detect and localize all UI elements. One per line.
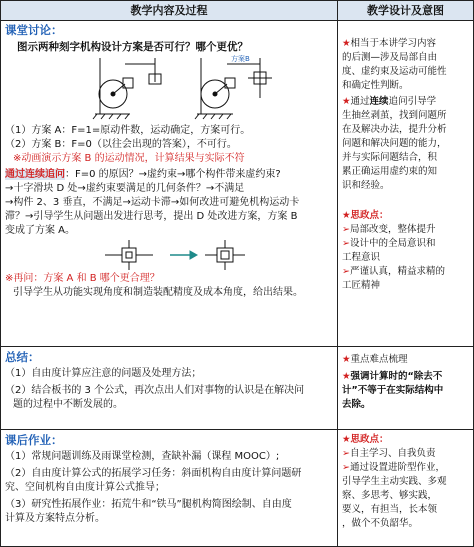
column-divider [337, 1, 338, 546]
intent-line-3: 度、虚约束及运动可能性 [342, 66, 447, 77]
slider-after-diagram [205, 240, 245, 270]
summary-line-1: （1）自由度计算应注意的问题及处理方法； [5, 368, 202, 379]
intent-line-4: 和确定性判断。 [342, 80, 409, 91]
intent-line-5: 通过连续追问引导学 [350, 96, 437, 107]
arrow-icon [170, 251, 197, 259]
summary-line-3: 题的过程中不断发展的。 [13, 399, 123, 410]
discussion-line-6: →构件 2、3 垂直，不满足→运动卡滞→如何改进可避免机构运动卡 [5, 197, 300, 208]
intent-line-9: 并与实际问题结合，积 [342, 152, 438, 163]
summary-title: 总结： [5, 350, 40, 364]
discussion-intent-cell [342, 37, 470, 342]
summary-cell [5, 350, 335, 428]
discussion-question: 图示两种刻字机构设计方案是否可行？哪个更优？ [17, 41, 248, 53]
homework-intent-2: 通过设置进阶型作业， [349, 462, 445, 473]
intent-line-11: 识和经验。 [342, 180, 390, 191]
mechanism-figure [5, 54, 335, 124]
slider-improvement-figure [5, 238, 335, 272]
ideology-item-1: 局部改变，整体提升 [349, 224, 436, 235]
intent-line-2: 的后测—涉及局部自由 [342, 52, 438, 63]
followup-label: 通过连续追问 [5, 169, 65, 180]
header-left: 教学内容及过程 [130, 4, 208, 17]
homework-intent-3: 引导学生主动实践、多观 [342, 476, 447, 487]
arrow-bullet-icon: ➢ [342, 238, 350, 249]
ideology-item-3: 工程意识 [342, 252, 381, 263]
arrow-bullet-icon: ➢ [342, 448, 350, 459]
scheme-b-line: （2）方案 B：F=0（以往会出现的答案），不可行。 [5, 139, 237, 150]
star-icon: ★ [342, 210, 351, 221]
ideology-item-4: 严谨认真，精益求精的 [349, 266, 445, 277]
homework-intent-4: 察、多思考、够实践， [342, 490, 438, 501]
homework-intent-1: 自主学习、自我负责 [349, 448, 436, 459]
homework-line-4: （3）研究性拓展作业：拓荒牛和“铁马”腿机构简图绘制、自由度 [5, 499, 292, 510]
discussion-line-7: 滞？→引导学生从问题出发进行思考，提出 D 处改进方案，方案 B [5, 211, 298, 222]
summary-line-2: （2）结合板书的 3 个公式，再次点出人们对事物的认识是在解决问 [5, 385, 305, 396]
homework-intent-6: ，做个不负韶华。 [342, 518, 419, 529]
star-icon: ★ [342, 96, 351, 107]
intent-line-1: 相当于本讲学习内容 [350, 38, 437, 49]
improvement-diagrams [5, 238, 335, 272]
summary-intent-cell [342, 353, 470, 427]
homework-intent-5: 要义，有担当，长本领 [342, 504, 438, 515]
homework-title: 课后作业： [5, 433, 63, 447]
row-divider-1 [1, 346, 473, 347]
reask-line: ※再问：方案 A 和 B 哪个更合理？ [5, 273, 160, 284]
arrow-bullet-icon: ➢ [342, 266, 350, 277]
homework-cell [5, 433, 335, 545]
homework-line-1: （1）常规问题训练及雨课堂检测，查缺补漏（课程 MOOC）; [5, 451, 280, 462]
ideology-title-2: 思政点： [350, 434, 389, 445]
arrow-bullet-icon: ➢ [342, 224, 350, 235]
summary-intent-1: 重点难点梳理 [350, 354, 408, 365]
star-icon: ★ [342, 354, 351, 365]
followup-line [5, 168, 335, 182]
summary-intent-3: 计”不等于在实际结构中 [342, 385, 444, 396]
scheme-b-diagram [195, 58, 272, 119]
star-icon: ★ [342, 38, 351, 49]
homework-line-5: 计算及方案特点分析。 [5, 513, 105, 524]
summary-intent-4: 去除。 [342, 399, 371, 410]
followup-rest: ：F=0 的原因？→虚约束→哪个构件带来虚约束? [65, 169, 281, 180]
ideology-item-2: 设计中的全局意识和 [349, 238, 436, 249]
slider-before-diagram [105, 240, 153, 270]
homework-line-2: （2）自由度计算公式的拓展学习任务：斜面机构自由度计算问题研 [5, 468, 302, 479]
star-icon: ★ [342, 371, 351, 382]
discussion-cell [5, 23, 335, 345]
header-right: 教学设计及意图 [367, 4, 444, 17]
ideology-title-1: 思政点： [350, 210, 389, 221]
mechanism-diagrams [5, 54, 335, 124]
scheme-a-diagram [93, 58, 161, 119]
scheme-a-line: （1）方案 A：F=1=原动件数，运动确定，方案可行。 [5, 125, 251, 136]
summary-intent-2: 强调计算时的“除去不 [350, 371, 443, 382]
star-icon: ★ [342, 434, 351, 445]
guidance-line: 引导学生从功能实现角度和制造装配精度及成本角度，给出结果。 [13, 287, 303, 298]
table-header [1, 1, 473, 21]
animation-note: ※动画演示方案 B 的运动情况，计算结果与实际不符 [13, 153, 245, 164]
intent-line-8: 问题和解决问题的能力， [342, 138, 447, 149]
row-divider-2 [1, 429, 473, 430]
scheme-b-label: 方案B [231, 55, 250, 63]
ideology-item-5: 工匠精神 [342, 280, 381, 291]
discussion-line-8: 变成了方案 A。 [5, 225, 76, 236]
arrow-bullet-icon: ➢ [342, 462, 350, 473]
discussion-line-5: →十字滑块 D 处→虚约束要满足的几何条件？→不满足 [5, 183, 245, 194]
intent-emphasis: 连续 [369, 96, 389, 107]
intent-line-10: 累正确运用虚约束的知 [342, 166, 438, 177]
homework-line-3: 究、空间机构自由度计算公式推导； [5, 482, 165, 493]
intent-line-6: 生抽丝剥茧，找到问题所 [342, 110, 447, 121]
homework-intent-cell [342, 433, 470, 545]
intent-line-7: 在及解决办法，提升分析 [342, 124, 447, 135]
discussion-title: 课堂讨论： [5, 23, 63, 37]
